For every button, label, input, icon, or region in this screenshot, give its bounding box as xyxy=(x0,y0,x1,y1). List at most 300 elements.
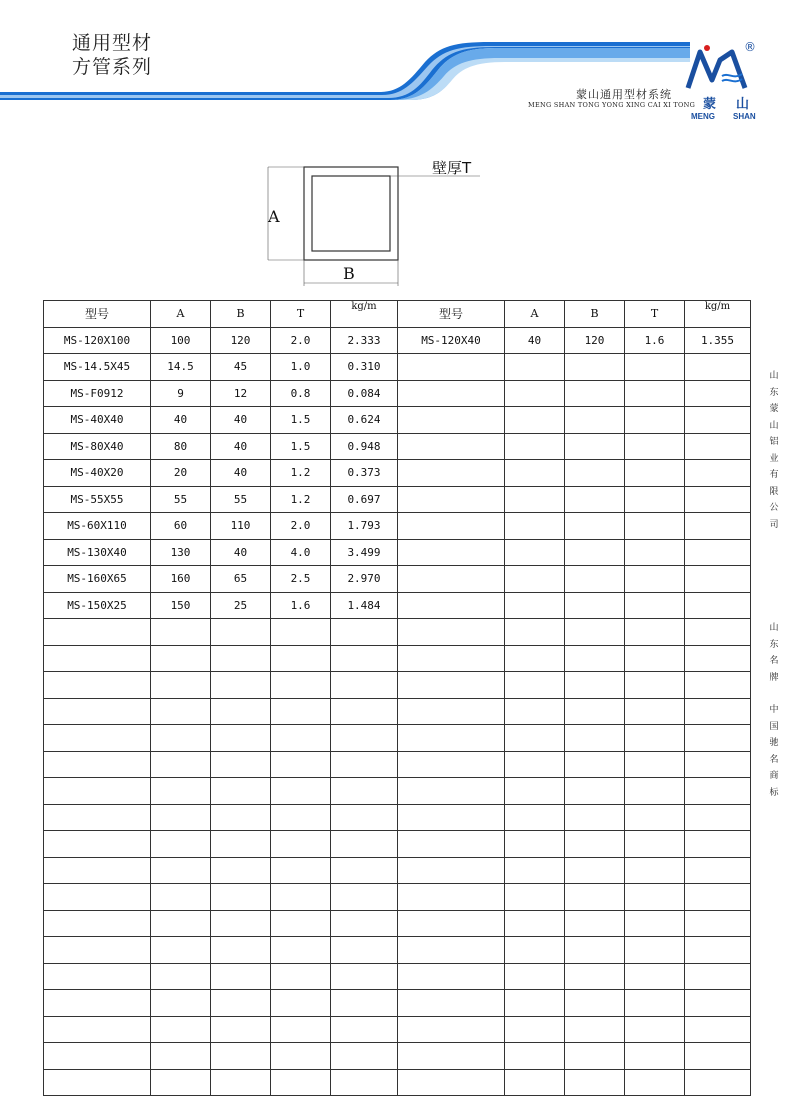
table-row xyxy=(44,725,751,752)
cell-b-2 xyxy=(565,513,625,540)
cell-b xyxy=(211,1043,271,1070)
cell-a-2 xyxy=(505,725,565,752)
cell-model-2 xyxy=(398,698,505,725)
cell-t-2 xyxy=(625,804,685,831)
cell-model xyxy=(44,751,151,778)
cell-model-2 xyxy=(398,645,505,672)
table-row xyxy=(44,963,751,990)
series-title-line1: 通用型材 xyxy=(72,32,153,54)
cell-t-2 xyxy=(625,619,685,646)
cell-t: 1.5 xyxy=(271,433,331,460)
table-row xyxy=(44,672,751,699)
cell-b-2 xyxy=(565,645,625,672)
cell-a-2 xyxy=(505,566,565,593)
cell-t-2 xyxy=(625,778,685,805)
cell-a xyxy=(151,778,211,805)
cell-weight-2 xyxy=(685,990,751,1017)
cell-b xyxy=(211,884,271,911)
cell-model xyxy=(44,778,151,805)
cell-a-2 xyxy=(505,778,565,805)
cell-weight xyxy=(331,804,398,831)
cell-t-2: 1.6 xyxy=(625,327,685,354)
cell-a xyxy=(151,857,211,884)
cell-t: 1.6 xyxy=(271,592,331,619)
cell-b-2 xyxy=(565,963,625,990)
cell-t: 4.0 xyxy=(271,539,331,566)
cell-b-2 xyxy=(565,778,625,805)
cell-t xyxy=(271,751,331,778)
cell-b-2 xyxy=(565,672,625,699)
cell-weight: 0.084 xyxy=(331,380,398,407)
cell-a: 130 xyxy=(151,539,211,566)
cell-model-2 xyxy=(398,831,505,858)
cell-b xyxy=(211,698,271,725)
cell-t: 1.2 xyxy=(271,460,331,487)
cell-b: 45 xyxy=(211,354,271,381)
cell-weight-2 xyxy=(685,831,751,858)
cell-b xyxy=(211,619,271,646)
cell-model-2 xyxy=(398,990,505,1017)
cell-weight: 0.310 xyxy=(331,354,398,381)
cell-t xyxy=(271,884,331,911)
cell-t xyxy=(271,963,331,990)
cell-weight xyxy=(331,1043,398,1070)
cell-weight-2 xyxy=(685,751,751,778)
cell-a-2 xyxy=(505,884,565,911)
cell-weight xyxy=(331,672,398,699)
cell-a-2 xyxy=(505,460,565,487)
cell-b: 40 xyxy=(211,433,271,460)
cell-a-2 xyxy=(505,672,565,699)
cell-a xyxy=(151,910,211,937)
side-trademark-title: 中国驰名商标 xyxy=(769,705,779,798)
cell-b-2 xyxy=(565,1069,625,1096)
cell-t-2 xyxy=(625,592,685,619)
table-row xyxy=(44,539,751,566)
table-row xyxy=(44,804,751,831)
table-row xyxy=(44,460,751,487)
cell-t-2 xyxy=(625,698,685,725)
cell-model xyxy=(44,831,151,858)
table-row xyxy=(44,327,751,354)
series-title-line2: 方管系列 xyxy=(72,56,153,78)
cell-model-2 xyxy=(398,619,505,646)
cell-b-2 xyxy=(565,566,625,593)
cell-t xyxy=(271,1069,331,1096)
cell-t-2 xyxy=(625,1043,685,1070)
cell-t xyxy=(271,1016,331,1043)
cell-weight xyxy=(331,619,398,646)
cell-model xyxy=(44,645,151,672)
cell-model: MS-14.5X45 xyxy=(44,354,151,381)
cell-t-2 xyxy=(625,831,685,858)
cell-t-2 xyxy=(625,910,685,937)
header-t: T xyxy=(271,301,331,328)
cell-t xyxy=(271,990,331,1017)
header-weight-2: kg/m xyxy=(685,301,751,328)
cell-a-2 xyxy=(505,380,565,407)
cell-b xyxy=(211,725,271,752)
cell-b-2 xyxy=(565,433,625,460)
cell-b: 40 xyxy=(211,407,271,434)
cell-weight-2 xyxy=(685,910,751,937)
cell-b-2 xyxy=(565,857,625,884)
cell-model xyxy=(44,672,151,699)
cell-t-2 xyxy=(625,725,685,752)
cell-t-2 xyxy=(625,539,685,566)
cell-b-2 xyxy=(565,990,625,1017)
cell-b: 65 xyxy=(211,566,271,593)
cell-a-2 xyxy=(505,1016,565,1043)
header-model-2: 型号 xyxy=(398,301,505,328)
cell-a-2 xyxy=(505,1043,565,1070)
cell-model xyxy=(44,725,151,752)
cell-model-2 xyxy=(398,778,505,805)
header-a-2: A xyxy=(505,301,565,328)
cell-a xyxy=(151,645,211,672)
cell-t xyxy=(271,645,331,672)
registered-mark: ® xyxy=(744,40,756,54)
cell-weight-2 xyxy=(685,884,751,911)
cell-a xyxy=(151,725,211,752)
table-row xyxy=(44,380,751,407)
cell-weight: 0.624 xyxy=(331,407,398,434)
table-row xyxy=(44,884,751,911)
cell-b xyxy=(211,910,271,937)
cell-model: MS-120X100 xyxy=(44,327,151,354)
cell-b: 25 xyxy=(211,592,271,619)
cell-a-2 xyxy=(505,513,565,540)
header-a: A xyxy=(151,301,211,328)
cell-t xyxy=(271,698,331,725)
cell-a-2 xyxy=(505,539,565,566)
cell-b-2 xyxy=(565,884,625,911)
cell-weight-2 xyxy=(685,539,751,566)
cell-a: 60 xyxy=(151,513,211,540)
cell-b-2 xyxy=(565,460,625,487)
cell-weight-2 xyxy=(685,672,751,699)
cell-a: 160 xyxy=(151,566,211,593)
cell-weight: 0.697 xyxy=(331,486,398,513)
cell-a-2 xyxy=(505,592,565,619)
cell-model xyxy=(44,963,151,990)
cell-model-2 xyxy=(398,1016,505,1043)
cell-b xyxy=(211,831,271,858)
cell-t-2 xyxy=(625,433,685,460)
header-b: B xyxy=(211,301,271,328)
cell-b-2 xyxy=(565,486,625,513)
cell-t-2 xyxy=(625,460,685,487)
cell-t-2 xyxy=(625,857,685,884)
company-name-en: MENG SHAN TONG YONG XING CAI XI TONG xyxy=(528,101,696,109)
cell-model-2 xyxy=(398,592,505,619)
dimension-label-wall-thickness: 壁厚T xyxy=(432,159,472,177)
cell-model: MS-150X25 xyxy=(44,592,151,619)
cell-b-2 xyxy=(565,831,625,858)
cell-b xyxy=(211,645,271,672)
cell-b xyxy=(211,937,271,964)
cell-model-2 xyxy=(398,857,505,884)
cell-a xyxy=(151,1043,211,1070)
cell-a: 150 xyxy=(151,592,211,619)
cell-b: 110 xyxy=(211,513,271,540)
cell-t-2 xyxy=(625,513,685,540)
cell-weight xyxy=(331,857,398,884)
cell-a xyxy=(151,963,211,990)
header-t-2: T xyxy=(625,301,685,328)
cell-model-2 xyxy=(398,910,505,937)
cell-weight-2 xyxy=(685,778,751,805)
cell-t-2 xyxy=(625,354,685,381)
cell-a: 20 xyxy=(151,460,211,487)
cell-a xyxy=(151,698,211,725)
cell-a-2 xyxy=(505,645,565,672)
dimension-label-b: B xyxy=(343,264,355,283)
cell-weight-2 xyxy=(685,407,751,434)
cell-a: 100 xyxy=(151,327,211,354)
cell-weight: 2.333 xyxy=(331,327,398,354)
cell-t xyxy=(271,831,331,858)
cell-b: 55 xyxy=(211,486,271,513)
cell-model-2 xyxy=(398,354,505,381)
cell-a xyxy=(151,672,211,699)
cell-b xyxy=(211,990,271,1017)
table-row xyxy=(44,354,751,381)
cell-a xyxy=(151,884,211,911)
cell-weight xyxy=(331,884,398,911)
cell-weight xyxy=(331,698,398,725)
table-row xyxy=(44,831,751,858)
cell-weight xyxy=(331,910,398,937)
cell-weight: 1.484 xyxy=(331,592,398,619)
cell-model: MS-40X20 xyxy=(44,460,151,487)
cell-model: MS-55X55 xyxy=(44,486,151,513)
cell-t: 2.5 xyxy=(271,566,331,593)
cell-t-2 xyxy=(625,486,685,513)
side-brand-title: 山东名牌 xyxy=(769,623,779,683)
cell-b-2 xyxy=(565,1016,625,1043)
cell-weight-2 xyxy=(685,460,751,487)
cell-weight: 0.948 xyxy=(331,433,398,460)
cell-a xyxy=(151,1016,211,1043)
cell-a-2 xyxy=(505,751,565,778)
cell-b-2 xyxy=(565,407,625,434)
cell-model xyxy=(44,937,151,964)
table-row xyxy=(44,486,751,513)
cell-b-2 xyxy=(565,804,625,831)
cell-t xyxy=(271,672,331,699)
cell-t-2 xyxy=(625,751,685,778)
cell-a-2 xyxy=(505,698,565,725)
cell-t-2 xyxy=(625,937,685,964)
cell-model-2 xyxy=(398,937,505,964)
cell-model xyxy=(44,990,151,1017)
cell-a-2 xyxy=(505,831,565,858)
cell-model-2 xyxy=(398,513,505,540)
cell-model-2 xyxy=(398,433,505,460)
company-name-cn: 蒙山通用型材系统 xyxy=(576,88,672,101)
table-row xyxy=(44,592,751,619)
cell-b-2 xyxy=(565,539,625,566)
cell-a-2 xyxy=(505,990,565,1017)
logo-text-cn-2: 山 xyxy=(736,97,750,112)
cell-a: 55 xyxy=(151,486,211,513)
cell-weight-2 xyxy=(685,698,751,725)
cell-model-2 xyxy=(398,566,505,593)
cell-t xyxy=(271,778,331,805)
cell-weight xyxy=(331,778,398,805)
cell-b xyxy=(211,857,271,884)
cell-weight-2 xyxy=(685,380,751,407)
cell-weight: 3.499 xyxy=(331,539,398,566)
cell-weight-2: 1.355 xyxy=(685,327,751,354)
cell-a-2 xyxy=(505,433,565,460)
table-body xyxy=(44,327,751,1096)
cell-b xyxy=(211,963,271,990)
cell-weight-2 xyxy=(685,566,751,593)
cell-weight-2 xyxy=(685,1043,751,1070)
table-row xyxy=(44,751,751,778)
cell-b-2: 120 xyxy=(565,327,625,354)
side-company-name: 山东蒙山铝业有限公司 xyxy=(769,371,779,530)
logo-text-cn-1: 蒙 xyxy=(703,97,717,112)
cell-a-2: 40 xyxy=(505,327,565,354)
cell-t: 0.8 xyxy=(271,380,331,407)
cell-weight-2 xyxy=(685,804,751,831)
cell-a xyxy=(151,990,211,1017)
cell-b xyxy=(211,1069,271,1096)
cell-a xyxy=(151,831,211,858)
cell-model xyxy=(44,857,151,884)
cell-a-2 xyxy=(505,1069,565,1096)
cell-model-2 xyxy=(398,725,505,752)
table-row xyxy=(44,778,751,805)
cell-model-2 xyxy=(398,1069,505,1096)
cell-b: 12 xyxy=(211,380,271,407)
cell-a-2 xyxy=(505,619,565,646)
cell-model xyxy=(44,1016,151,1043)
cell-weight-2 xyxy=(685,592,751,619)
cell-b-2 xyxy=(565,1043,625,1070)
cell-model-2 xyxy=(398,407,505,434)
spec-table xyxy=(43,300,751,1096)
cell-b-2 xyxy=(565,910,625,937)
cell-weight-2 xyxy=(685,1016,751,1043)
cell-model xyxy=(44,884,151,911)
cell-weight-2 xyxy=(685,619,751,646)
cell-b-2 xyxy=(565,380,625,407)
cell-weight-2 xyxy=(685,513,751,540)
brand-logo-mark xyxy=(688,45,745,88)
cell-b-2 xyxy=(565,937,625,964)
cell-model: MS-60X110 xyxy=(44,513,151,540)
table-row xyxy=(44,513,751,540)
cell-weight xyxy=(331,751,398,778)
page-header xyxy=(0,0,800,130)
cell-b-2 xyxy=(565,592,625,619)
cell-a-2 xyxy=(505,804,565,831)
cell-weight xyxy=(331,1069,398,1096)
cell-t: 1.5 xyxy=(271,407,331,434)
cell-weight: 2.970 xyxy=(331,566,398,593)
cell-model-2 xyxy=(398,1043,505,1070)
cell-t-2 xyxy=(625,963,685,990)
cell-b-2 xyxy=(565,619,625,646)
cell-a xyxy=(151,619,211,646)
cell-model xyxy=(44,1043,151,1070)
cell-t: 2.0 xyxy=(271,327,331,354)
cell-weight xyxy=(331,645,398,672)
cell-weight-2 xyxy=(685,937,751,964)
cell-model xyxy=(44,1069,151,1096)
cell-a-2 xyxy=(505,486,565,513)
cell-b-2 xyxy=(565,698,625,725)
cell-weight xyxy=(331,990,398,1017)
cell-t: 1.2 xyxy=(271,486,331,513)
cell-weight: 1.793 xyxy=(331,513,398,540)
cell-weight-2 xyxy=(685,433,751,460)
cell-model xyxy=(44,910,151,937)
cell-t-2 xyxy=(625,884,685,911)
cell-a-2 xyxy=(505,963,565,990)
cell-b xyxy=(211,1016,271,1043)
cell-weight xyxy=(331,1016,398,1043)
cell-t-2 xyxy=(625,645,685,672)
cell-model-2 xyxy=(398,884,505,911)
table-row xyxy=(44,566,751,593)
table-row xyxy=(44,857,751,884)
cell-model-2 xyxy=(398,963,505,990)
cell-t-2 xyxy=(625,990,685,1017)
cell-model-2 xyxy=(398,460,505,487)
table-row xyxy=(44,990,751,1017)
cell-b xyxy=(211,804,271,831)
cell-model: MS-40X40 xyxy=(44,407,151,434)
cell-model-2 xyxy=(398,751,505,778)
cell-b xyxy=(211,778,271,805)
table-row xyxy=(44,1016,751,1043)
cell-model xyxy=(44,619,151,646)
cell-weight-2 xyxy=(685,963,751,990)
cell-a-2 xyxy=(505,857,565,884)
cell-t xyxy=(271,857,331,884)
cell-weight-2 xyxy=(685,857,751,884)
cell-b xyxy=(211,672,271,699)
cell-b xyxy=(211,751,271,778)
cell-a: 80 xyxy=(151,433,211,460)
cell-model-2: MS-120X40 xyxy=(398,327,505,354)
cell-b: 40 xyxy=(211,539,271,566)
cell-t xyxy=(271,619,331,646)
cell-a-2 xyxy=(505,910,565,937)
cell-model: MS-80X40 xyxy=(44,433,151,460)
table-row xyxy=(44,619,751,646)
cell-a xyxy=(151,751,211,778)
cell-weight: 0.373 xyxy=(331,460,398,487)
table-row xyxy=(44,698,751,725)
header-b-2: B xyxy=(565,301,625,328)
cell-a: 40 xyxy=(151,407,211,434)
cell-b-2 xyxy=(565,725,625,752)
logo-text-en-1: MENG xyxy=(691,112,715,121)
cell-model-2 xyxy=(398,486,505,513)
table-row xyxy=(44,645,751,672)
cell-a-2 xyxy=(505,407,565,434)
cell-a xyxy=(151,937,211,964)
cell-t-2 xyxy=(625,407,685,434)
cell-weight xyxy=(331,937,398,964)
cell-weight-2 xyxy=(685,486,751,513)
